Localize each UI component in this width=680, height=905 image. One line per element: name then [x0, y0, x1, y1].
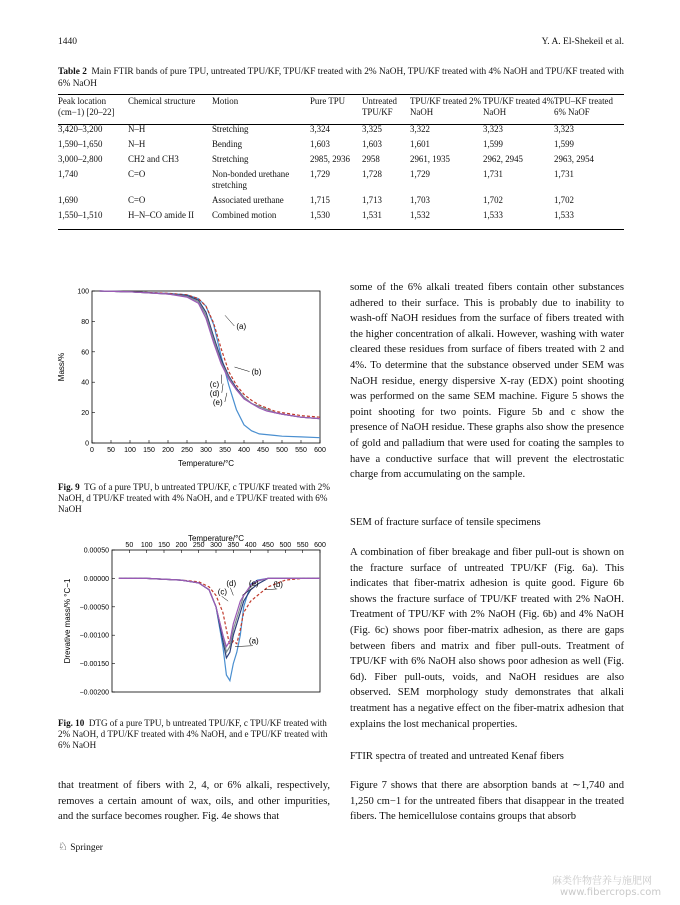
- right-paragraph-3: Figure 7 shows that there are absorption bands at ∼1,740 and 1,250 cm−1 for the untreated fibers that disappear in the treated fibers. The hemicellulose contains groups that absorb: [350, 780, 624, 823]
- series-line-d: [100, 291, 320, 419]
- y-axis-label: Mass/%: [57, 352, 66, 382]
- x-tick-label: 100: [140, 542, 153, 549]
- table-cell: 1,715: [310, 195, 330, 205]
- x-axis-label: Temperature/°C: [187, 534, 245, 543]
- ftir-table: [58, 96, 624, 222]
- x-tick-label: 50: [125, 542, 134, 549]
- left-column-paragraph: [58, 778, 330, 825]
- x-tick-label: 500: [279, 542, 292, 549]
- table-row: [58, 192, 624, 207]
- table-cell: Stretching: [212, 124, 249, 134]
- annotation-label: (b): [251, 367, 262, 377]
- publisher-footer: [58, 840, 103, 853]
- section-heading-sem: SEM of fracture surface of tensile specimens: [350, 517, 541, 528]
- table-header-cell: TPU/KF treated 2% NaOH: [410, 96, 481, 117]
- fig9-caption-text: TG of a pure TPU, b untreated TPU/KF, c TPU/KF treated with 2% NaOH, d TPU/KF treated with 4% NaOH, and e TPU/KF treated with 6% NaOH: [58, 482, 330, 515]
- annotation-label: (c): [209, 379, 220, 389]
- table-cell: 1,533: [483, 210, 503, 220]
- y-tick-label: 0.00000: [83, 575, 109, 583]
- y-tick-label: 60: [81, 349, 89, 357]
- table-cell: 1,702: [554, 195, 574, 205]
- x-tick-label: 200: [162, 447, 174, 454]
- table-header-cell: Chemical structure: [128, 96, 196, 106]
- x-tick-label: 450: [262, 542, 274, 549]
- y-tick-label: 0: [85, 440, 89, 448]
- table-cell: 3,323: [483, 124, 503, 134]
- table-cell: 2958: [362, 154, 380, 164]
- fig10-caption: [58, 718, 330, 752]
- y-tick-label: −0.00200: [79, 689, 109, 697]
- table-cell: 1,599: [483, 139, 503, 149]
- left-paragraph-text: that treatment of fibers with 2, 4, or 6% alkali, respectively, removes a certain amount of wax, oils, and other impurities, and the surface becomes rougher. Fig. 4e shows that: [58, 780, 330, 823]
- series-line-a: [100, 291, 320, 438]
- x-tick-label: 50: [107, 447, 115, 454]
- table-cell: 1,590–1,650: [58, 139, 103, 149]
- table-cell: 1,729: [410, 169, 430, 179]
- page-number: 1440: [58, 37, 77, 47]
- springer-logo-icon: ♘: [58, 841, 68, 853]
- x-tick-label: 600: [314, 542, 326, 549]
- annotation-label: (b): [273, 579, 283, 589]
- table-cell: Bending: [212, 139, 243, 149]
- annotation-leader: [265, 589, 278, 590]
- table-row: [58, 207, 624, 222]
- table-cell: 3,323: [554, 124, 574, 134]
- y-tick-label: −0.00050: [79, 604, 109, 612]
- table-row: [58, 151, 624, 166]
- x-tick-label: 250: [181, 447, 193, 454]
- table-cell: 1,702: [483, 195, 503, 205]
- x-tick-label: 350: [219, 447, 231, 454]
- x-tick-label: 150: [143, 447, 155, 454]
- table-cell: 1,731: [554, 169, 574, 179]
- y-axis-label: Drevative mass/% °C−1: [63, 578, 72, 664]
- table-row: [58, 121, 624, 136]
- x-axis-label: Temperature/°C: [177, 459, 235, 468]
- x-tick-label: 0: [90, 447, 94, 454]
- publisher-name: Springer: [70, 843, 103, 853]
- x-tick-label: 250: [192, 542, 205, 549]
- table-cell: 1,601: [410, 139, 430, 149]
- y-tick-label: 40: [81, 379, 89, 387]
- fig9-label: Fig. 9: [58, 482, 80, 492]
- y-tick-label: 20: [81, 410, 89, 418]
- table-cell: 3,325: [362, 124, 382, 134]
- table-cell: 1,713: [362, 195, 382, 205]
- table-cell: C=O: [128, 195, 146, 205]
- y-tick-label: 0.00050: [83, 547, 109, 555]
- y-tick-label: 100: [77, 288, 89, 296]
- table-cell: Stretching: [212, 154, 249, 164]
- table-cell: 2985, 2936: [310, 154, 350, 164]
- table-header-cell: Pure TPU: [310, 96, 346, 106]
- annotation-label: (d): [209, 388, 220, 398]
- annotation-label: (a): [236, 322, 247, 331]
- table-row: [58, 166, 624, 192]
- watermark-line2: www.fibercrops.com: [560, 887, 662, 898]
- x-tick-label: 550: [296, 542, 309, 549]
- table-body: [58, 121, 624, 222]
- plot-frame: [112, 550, 320, 692]
- annotation-label: (a): [248, 636, 259, 646]
- x-tick-label: 400: [238, 447, 250, 454]
- table-header-cell: Untreated TPU/KF: [362, 96, 397, 117]
- annotation-leader: [222, 384, 223, 393]
- x-tick-label: 550: [295, 447, 307, 454]
- table-cell: 1,728: [362, 169, 382, 179]
- x-tick-label: 350: [227, 542, 240, 549]
- table-cell: 1,729: [310, 169, 330, 179]
- x-tick-label: 150: [158, 542, 170, 549]
- table-cell: 1,603: [310, 139, 330, 149]
- annotation-leader: [230, 588, 233, 596]
- table-header-cell: TPU/KF treated 4% NaOH: [483, 96, 554, 117]
- fig9-tg-chart: [56, 283, 332, 473]
- table-cell: 1,603: [362, 139, 382, 149]
- table-cell: Non-bonded urethane stretching: [212, 169, 290, 190]
- fig10-dtg-chart: [56, 532, 332, 712]
- table-cell: 3,000–2,800: [58, 154, 103, 164]
- series-line-b: [100, 291, 320, 417]
- table-cell: CH2 and CH3: [128, 154, 179, 164]
- table-header-row: [58, 96, 624, 121]
- annotation-leader: [225, 315, 234, 326]
- annotation-leader: [222, 596, 228, 601]
- table-caption-text: Main FTIR bands of pure TPU, untreated TPU/KF, TPU/KF treated with 2% NaOH, TPU/KF treated with 4% NaOH and TPU/KF treated with 6% NaOH: [58, 67, 624, 89]
- table-cell: 3,324: [310, 124, 330, 134]
- table-cell: C=O: [128, 169, 146, 179]
- table-header-cell: TPU–KF treated 6% NaOF: [554, 96, 613, 117]
- x-tick-label: 600: [314, 447, 326, 454]
- table-bottom-rule: [58, 229, 624, 230]
- table-cell: 1,531: [362, 210, 382, 220]
- right-paragraph-1: some of the 6% alkali treated fibers contain other substances adhered to their surface. This is probably due to inability to wash-off NaOH residues from the surface of fibers treated with the higher concentration of alkali. However, washing with water cleared these residues from surface of fibers treated with 2 and 4%. To determine that the substance observed under SEM was NaOH residue, energy dispersive X-ray (EDX) point shooting was performed on the same SEM machine. Figure 5 shows the point shooting for two points. Figure 5b and c show the presence of NaOH residue. These graphs also show the presence of gold and palladium that were used for coating the samples to have a conductive surface that will prevent the electrostatic charge from accumulating on the sample.: [350, 282, 624, 481]
- table-row: [58, 136, 624, 151]
- right-column-para2: [350, 545, 624, 732]
- x-tick-label: 450: [257, 447, 269, 454]
- table-cell: 2963, 2954: [554, 154, 594, 164]
- x-tick-label: 300: [200, 447, 212, 454]
- table-header-cell: Motion: [212, 96, 239, 106]
- fig10-label: Fig. 10: [58, 718, 85, 728]
- annotation-leader: [235, 367, 250, 372]
- fig9-caption: [58, 482, 330, 516]
- running-header-authors: Y. A. El-Shekeil et al.: [541, 37, 624, 47]
- right-column-para3: [350, 778, 624, 825]
- table-cell: 1,532: [410, 210, 430, 220]
- x-tick-label: 500: [276, 447, 288, 454]
- annotation-leader: [221, 375, 222, 384]
- table-cell: 1,731: [483, 169, 503, 179]
- table-cell: N–H: [128, 139, 146, 149]
- table-cell: 1,690: [58, 195, 78, 205]
- table-cell: 2961, 1935: [410, 154, 450, 164]
- table-cell: Combined motion: [212, 210, 277, 220]
- table-cell: 1,740: [58, 169, 78, 179]
- series-line-e: [100, 291, 320, 419]
- table-top-rule: [58, 94, 624, 95]
- watermark-line1: 麻类作物营养与施肥网: [552, 876, 652, 887]
- table-cell: 1,530: [310, 210, 330, 220]
- table-cell: 1,703: [410, 195, 430, 205]
- annotation-label: (e): [248, 578, 259, 588]
- x-tick-label: 100: [124, 447, 136, 454]
- table-cell: 1,533: [554, 210, 574, 220]
- table-cell: 1,550–1,510: [58, 210, 103, 220]
- x-tick-label: 400: [244, 542, 257, 549]
- section-heading-ftir: FTIR spectra of treated and untreated Kenaf fibers: [350, 751, 564, 762]
- table-cell: 3,322: [410, 124, 430, 134]
- annotation-label: (d): [226, 578, 237, 588]
- table-cell: 1,599: [554, 139, 574, 149]
- y-tick-label: −0.00100: [79, 632, 109, 640]
- table-cell: H–N–CO amide II: [128, 210, 195, 220]
- table-cell: 3,420–3,200: [58, 124, 103, 134]
- table-header-cell: Peak location (cm−1) [20–22]: [58, 96, 115, 117]
- annotation-label: (c): [217, 587, 228, 597]
- table-cell: Associated urethane: [212, 195, 284, 205]
- annotation-leader: [225, 393, 227, 402]
- fig10-caption-text: DTG of a pure TPU, b untreated TPU/KF, c TPU/KF treated with 2% NaOH, d TPU/KF treated with 4% NaOH, and e TPU/KF treated with 6% NaOH: [58, 718, 328, 751]
- annotation-label: (e): [212, 398, 223, 407]
- y-tick-label: −0.00150: [79, 661, 109, 669]
- table-cell: 2962, 2945: [483, 154, 523, 164]
- y-tick-label: 80: [81, 318, 89, 326]
- right-paragraph-2: A combination of fiber breakage and fiber pull-out is shown on the fracture surface of untreated TPU/KF (Fig. 6a). This indicates that fiber-matrix adhesion is quite good. Figure 6b shows the fracture surface of TPU/KF treated with 2% NaOH. Treatment of TPU/KF with 2% NaOH (Fig. 6b) and 4% NaOH (Fig. 6c) shows poor fiber-matrix adhesion, as there are gaps between fibers and matrix and fiber pull-outs. Treatment of TPU/KF with 6% NaOH also shows poor adhesion as well (Fig. 6d). Fiber pull-outs, voids, and NaOH residues are also observed. SEM morphology study demonstrates that alkali treatment has a negative effect on the fiber-matrix adhesion that explains the lost mechanical properties.: [350, 547, 624, 730]
- table-label: Table 2: [58, 67, 87, 77]
- table-caption: [58, 66, 624, 90]
- x-tick-label: 200: [175, 542, 188, 549]
- x-tick-label: 300: [210, 542, 222, 549]
- right-column-para1: [350, 280, 624, 483]
- table-cell: N–H: [128, 124, 146, 134]
- series-line-c: [100, 291, 320, 419]
